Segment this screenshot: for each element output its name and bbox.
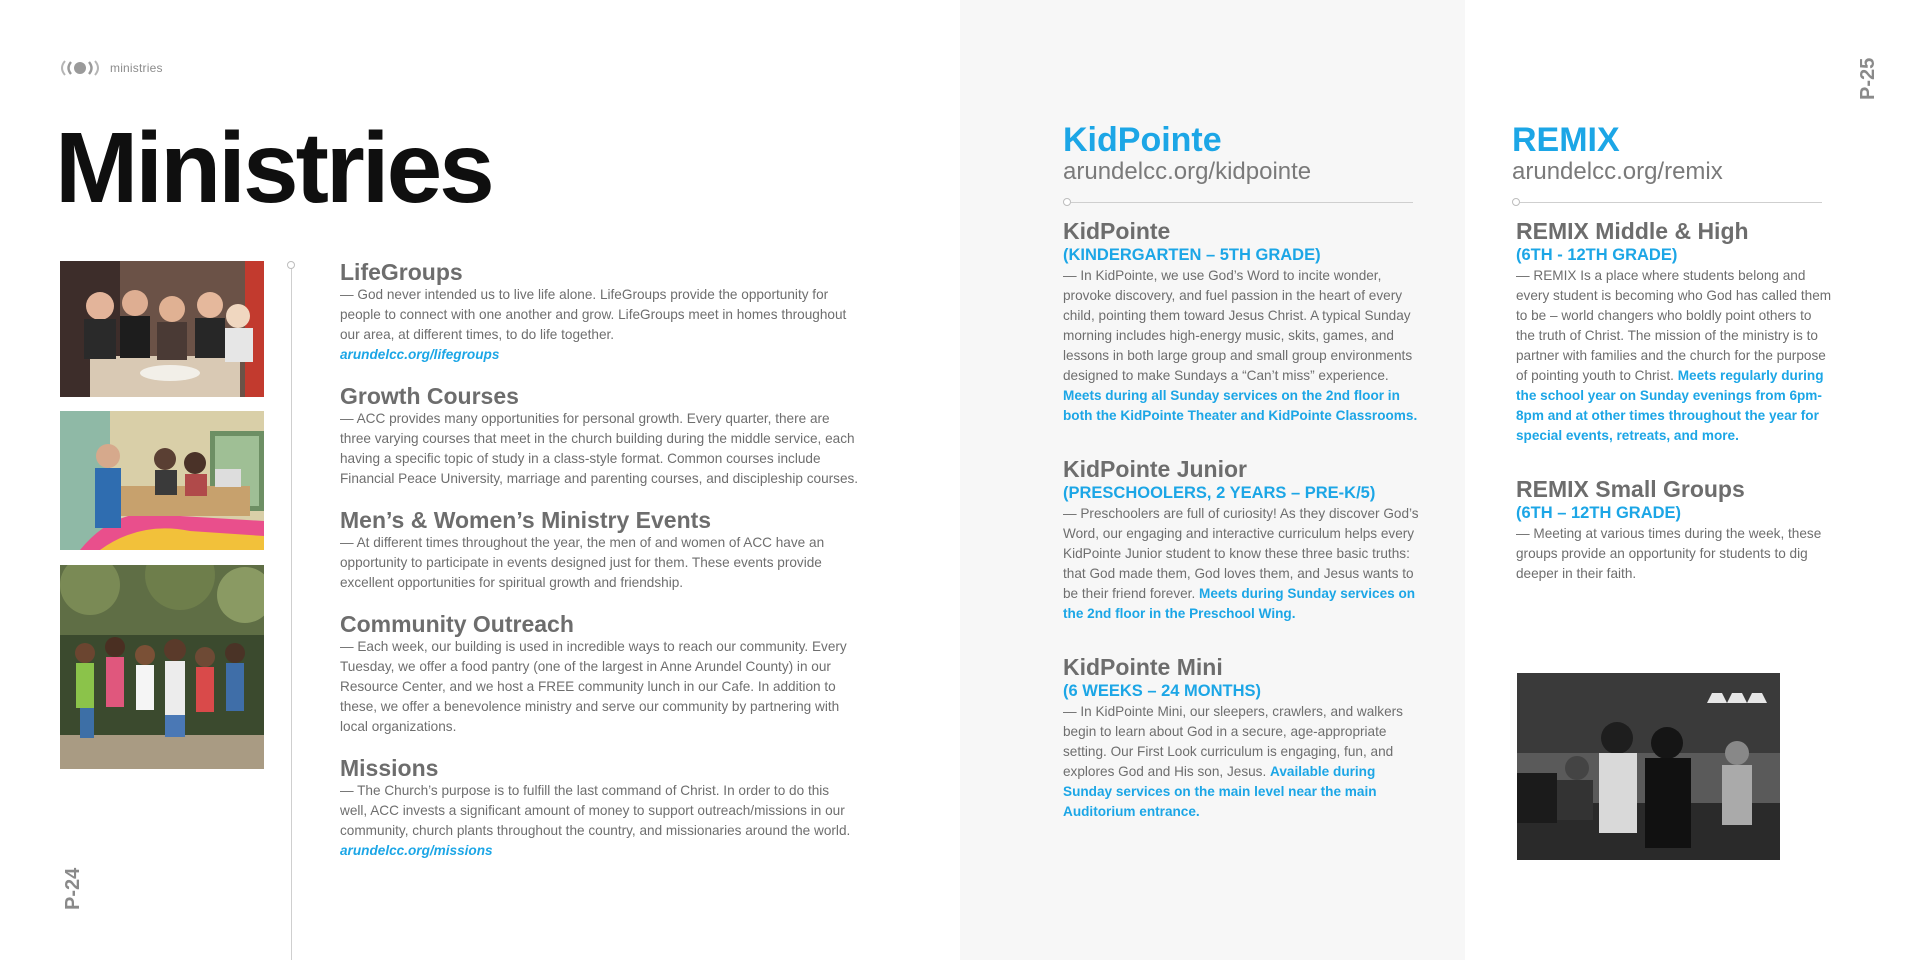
page-title: Ministries <box>55 112 492 224</box>
kidpointe-rule <box>1063 186 1423 214</box>
section-remix-small-groups <box>1516 476 1832 584</box>
section-body: — ACC provides many opportunities for personal growth. Every quarter, there are three varying courses that meet in the church building during the middle service, each having a specific topic of study in a class-style format. Common courses include Financial Peace University, marriage and parenting courses, and discipleship courses. <box>340 411 859 486</box>
section-title: Missions <box>340 755 439 781</box>
section-title: KidPointe Mini <box>1063 654 1223 680</box>
growth-courses-photo <box>60 411 264 550</box>
section-lifegroups <box>340 259 860 365</box>
kidpointe-heading: KidPointe <box>1063 121 1222 159</box>
kidpointe-url[interactable]: arundelcc.org/kidpointe <box>1063 158 1312 185</box>
section-remix-middle-high <box>1516 218 1832 446</box>
body-text: — In KidPointe, we use God’s Word to incite wonder, provoke discovery, and fuel passion in the heart of every child, pointing them toward Jesus Christ. A typical Sunday morning includes high-energy music, skits, games, and lessons in both large group and small group environments designed to make Sundays a “Can’t miss” experience. <box>1063 268 1413 383</box>
body-text: — Preschoolers are full of curiosity! As they discover God’s Word, our engaging and interactive curriculum helps every KidPointe Junior student to know these three basic truths: that God made them, God loves them, and Jesus wants to be their friend forever. <box>1063 506 1419 601</box>
timeline-dot <box>287 261 295 269</box>
section-title: KidPointe Junior <box>1063 456 1247 482</box>
section-age: (6 WEEKS – 24 MONTHS) <box>1063 682 1262 700</box>
section-community-outreach <box>340 611 860 737</box>
section-mens-womens-events <box>340 507 860 593</box>
section-age: (KINDERGARTEN – 5TH GRADE) <box>1063 246 1321 264</box>
section-body: — Meeting at various times during the week, these groups provide an opportunity for students to dig deeper in their faith. <box>1516 526 1822 581</box>
timeline-line <box>291 268 292 960</box>
section-body: — The Church’s purpose is to fulfill the last command of Christ. In order to do this well, ACC invests a significant amount of money to support outreach/missions in our community, church plants throughout the country, and missionaries around the world. <box>340 783 851 838</box>
remix-photo <box>1517 673 1780 860</box>
section-growth-courses <box>340 383 860 489</box>
section-title: REMIX Middle & High <box>1516 218 1749 244</box>
remix-column <box>1512 122 1832 614</box>
lifegroups-link[interactable]: arundelcc.org/lifegroups <box>340 347 500 362</box>
logo <box>60 60 163 76</box>
highlight-text: Available during Sunday services on the main level near the main Auditorium entrance. <box>1063 764 1377 819</box>
remix-url[interactable]: arundelcc.org/remix <box>1512 158 1723 185</box>
section-age: (6TH - 12TH GRADE) <box>1516 246 1678 264</box>
lifegroups-photo <box>60 261 264 397</box>
section-body: — Each week, our building is used in incredible ways to reach our community. Every Tuesday, we offer a food pantry (one of the largest in Anne Arundel County) in our Resource Center, and we host a FREE community lunch in our Cafe. In addition to these, we offer a benevolence ministry and serve our community by partnering with local organizations. <box>340 639 847 734</box>
section-kidpointe <box>1063 218 1423 426</box>
kidpointe-column <box>1063 122 1423 852</box>
section-body <box>1063 702 1423 822</box>
section-title: Community Outreach <box>340 611 574 637</box>
body-text: — In KidPointe Mini, our sleepers, crawlers, and walkers begin to learn about God in a secure, age-appropriate setting. Our First Look curriculum is engaging, fun, and explores God and His son, Jesus. <box>1063 704 1403 779</box>
page-number-left: P-24 <box>62 867 84 910</box>
section-kidpointe-junior <box>1063 456 1423 624</box>
section-age: (PRESCHOOLERS, 2 YEARS – PRE-K/5) <box>1063 484 1376 502</box>
rule-line <box>1520 202 1822 203</box>
section-title: Growth Courses <box>340 383 519 409</box>
section-title: KidPointe <box>1063 218 1171 244</box>
page-number-right: P-25 <box>1857 57 1879 100</box>
section-body <box>1063 504 1423 624</box>
community-outreach-photo <box>60 565 264 769</box>
rule-dot <box>1512 198 1520 206</box>
logo-text: ministries <box>110 61 163 75</box>
highlight-text: Meets during all Sunday services on the 2nd floor in both the KidPointe Theater and KidPointe Classrooms. <box>1063 388 1418 423</box>
section-title: LifeGroups <box>340 259 463 285</box>
section-title: REMIX Small Groups <box>1516 476 1745 502</box>
ministries-list <box>340 259 860 879</box>
section-missions <box>340 755 860 861</box>
highlight-text: Meets regularly during the school year on Sunday evenings from 6pm-8pm and at other times throughout the year for special events, retreats, and more. <box>1516 368 1824 443</box>
missions-link[interactable]: arundelcc.org/missions <box>340 843 493 858</box>
section-body: — At different times throughout the year, the men of and women of ACC have an opportunity to participate in events designed just for them. These events provide excellent opportunities for spiritual growth and friendship. <box>340 535 825 590</box>
section-body <box>1516 266 1832 446</box>
body-text: — REMIX Is a place where students belong and every student is becoming who God has called them to be – world changers who boldly point others to the truth of Christ. The mission of the ministry is to partner with families and the church for the purpose of pointing youth to Christ. <box>1516 268 1832 383</box>
rule-line <box>1071 202 1413 203</box>
remix-rule <box>1512 186 1832 214</box>
section-title: Men’s & Women’s Ministry Events <box>340 507 712 533</box>
remix-heading: REMIX <box>1512 121 1620 159</box>
highlight-text: Meets during Sunday services on the 2nd floor in the Preschool Wing. <box>1063 586 1416 621</box>
section-body <box>1063 266 1423 426</box>
section-kidpointe-mini <box>1063 654 1423 822</box>
section-age: (6TH – 12TH GRADE) <box>1516 504 1682 522</box>
section-body: — God never intended us to live life alone. LifeGroups provide the opportunity for people to connect with one another and grow. LifeGroups meet in homes throughout our area, at different times, to do life together. <box>340 287 847 342</box>
rule-dot <box>1063 198 1071 206</box>
soundwave-logo-icon <box>60 60 100 76</box>
